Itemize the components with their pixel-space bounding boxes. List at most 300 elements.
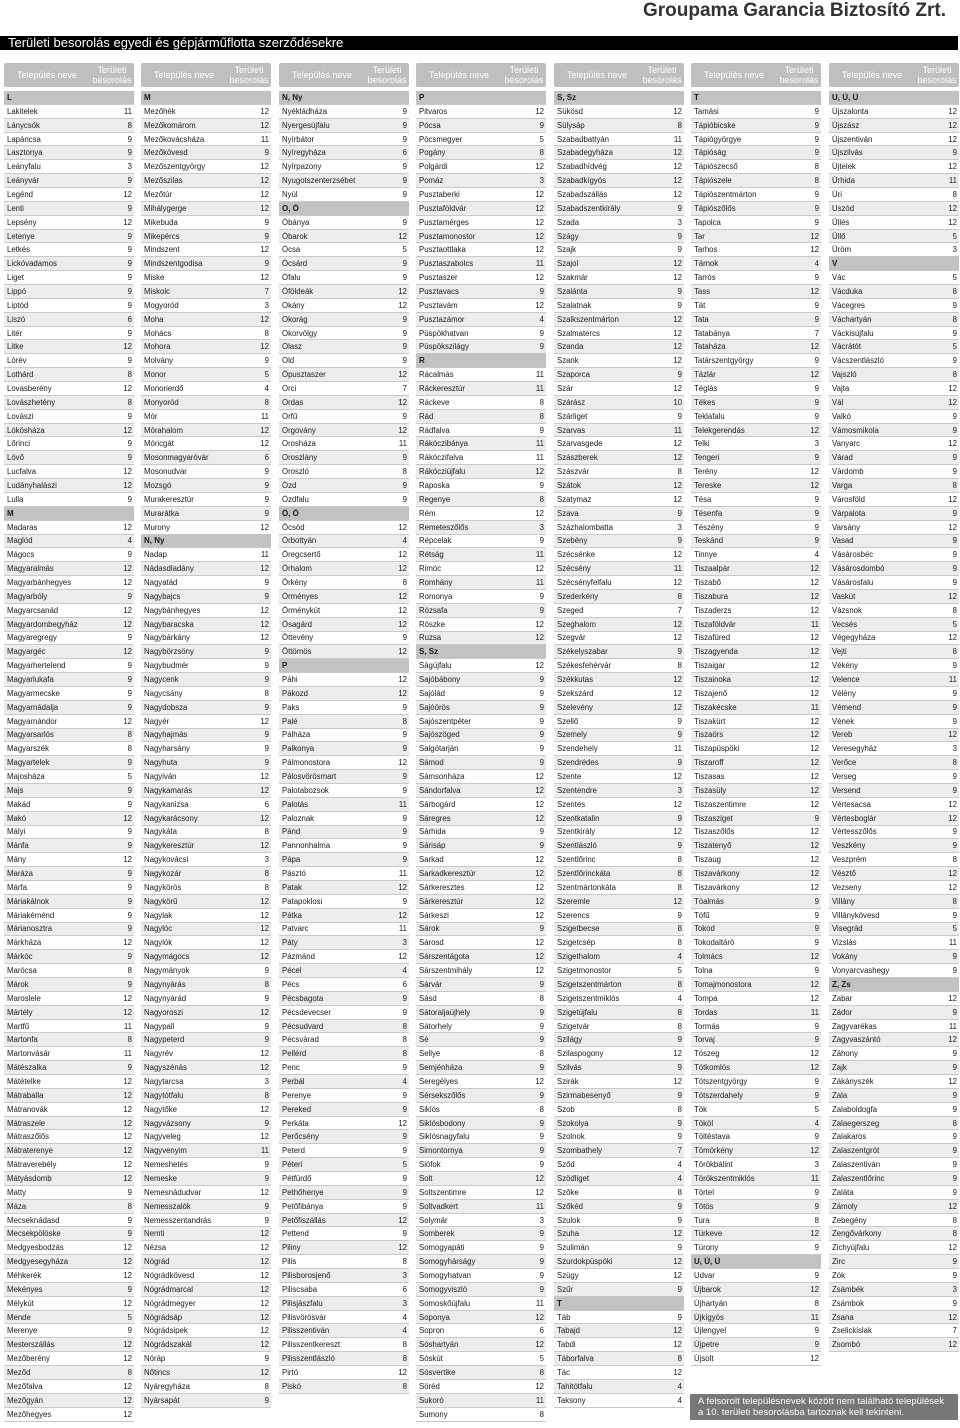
territory-class: 9 — [677, 1312, 682, 1322]
table-row — [554, 673, 684, 687]
territory-class: 9 — [402, 855, 407, 865]
table-row — [416, 742, 546, 756]
settlement-name: Mikepércs — [144, 231, 180, 241]
settlement-name: Magyarsarlós — [7, 730, 54, 740]
settlement-name: Szeghalom — [557, 619, 597, 629]
table-row — [554, 1227, 684, 1241]
settlement-name: Pálháza — [282, 730, 311, 740]
territory-class: 12 — [123, 1173, 132, 1183]
territory-class: 12 — [123, 605, 132, 615]
table-row — [554, 923, 684, 937]
table-row — [141, 978, 271, 992]
settlement-name: Ózd — [282, 480, 297, 490]
table-row — [554, 271, 684, 285]
settlement-name: Rádfalva — [419, 425, 450, 435]
settlement-name: Szulok — [557, 1215, 581, 1225]
settlement-name: Vaskút — [832, 591, 856, 601]
settlement-name: Szárász — [557, 397, 586, 407]
table-row — [279, 1380, 409, 1394]
territory-class: 12 — [810, 286, 819, 296]
table-row — [554, 687, 684, 701]
settlement-name: Tököl — [694, 1118, 714, 1128]
territory-class: 12 — [260, 1049, 269, 1059]
territory-class: 8 — [539, 1104, 544, 1114]
table-row — [279, 1020, 409, 1034]
settlement-name: Piskó — [282, 1381, 302, 1391]
settlement-name: Siklós — [419, 1104, 440, 1114]
settlement-name: Nagyiván — [144, 772, 177, 782]
settlement-name: Olasz — [282, 342, 302, 352]
section-letter — [691, 1255, 821, 1269]
table-row — [416, 867, 546, 881]
table-row — [279, 243, 409, 257]
settlement-name: Magyarbóly — [7, 591, 48, 601]
settlement-name: Visegrád — [832, 924, 863, 934]
section-letter — [279, 507, 409, 521]
settlement-name: Piliscsaba — [282, 1284, 318, 1294]
settlement-name: Szalánta — [557, 286, 588, 296]
territory-class: 12 — [673, 1076, 682, 1086]
settlement-name: Mátraverebély — [7, 1160, 57, 1170]
settlement-name: Túrony — [694, 1243, 719, 1253]
settlement-name: Nemesszalók — [144, 1201, 191, 1211]
territory-class: 9 — [402, 813, 407, 823]
table-row — [416, 632, 546, 646]
territory-class: 12 — [810, 370, 819, 380]
table-row — [554, 451, 684, 465]
territory-class: 12 — [673, 1270, 682, 1280]
table-row — [691, 923, 821, 937]
territory-class: 3 — [264, 300, 269, 310]
territory-class: 5 — [539, 134, 544, 144]
territory-class: 9 — [539, 1229, 544, 1239]
settlement-name: Pécel — [282, 966, 302, 976]
table-row — [554, 368, 684, 382]
table-row — [829, 1338, 959, 1352]
table-row — [4, 451, 134, 465]
settlement-name: Tápiószentmárton — [694, 189, 757, 199]
settlement-name: Pilis — [282, 1257, 297, 1267]
table-row — [416, 535, 546, 549]
settlement-name: Zalakaros — [832, 1132, 867, 1142]
territory-class: 12 — [260, 772, 269, 782]
settlement-name: Pilisjászfalu — [282, 1298, 323, 1308]
table-row — [829, 1158, 959, 1172]
settlement-name: Sárkeresztúr — [419, 896, 464, 906]
territory-class: 5 — [952, 231, 957, 241]
table-row — [141, 188, 271, 202]
table-row — [691, 146, 821, 160]
settlement-name: Szajk — [557, 245, 577, 255]
territory-class: 9 — [952, 1146, 957, 1156]
settlement-name: Nagykörű — [144, 896, 178, 906]
territory-class: 12 — [123, 1409, 132, 1419]
table-row — [554, 535, 684, 549]
settlement-name: Magyarbánhegyes — [7, 578, 72, 587]
table-row — [416, 853, 546, 867]
table-row — [691, 188, 821, 202]
territory-class: 9 — [127, 952, 132, 962]
table-row — [829, 340, 959, 354]
settlement-name: Nógrádsipek — [144, 1326, 188, 1336]
settlement-name: Soltvadkert — [419, 1201, 459, 1211]
settlement-name: Zók — [832, 1270, 845, 1280]
settlement-name: Rimóc — [419, 564, 442, 574]
territory-class: 9 — [127, 688, 132, 698]
table-row — [554, 1366, 684, 1380]
settlement-name: Ordas — [282, 397, 304, 407]
territory-class: 12 — [810, 882, 819, 892]
territory-class: 8 — [677, 120, 682, 130]
settlement-name: Nógrádmarcal — [144, 1284, 193, 1294]
territory-class: 3 — [677, 785, 682, 795]
settlement-name: Óbánya — [282, 217, 310, 227]
settlement-name: Paks — [282, 702, 300, 712]
table-row — [416, 1020, 546, 1034]
table-row — [554, 202, 684, 216]
settlement-name: Sajóbábony — [419, 675, 461, 685]
table-row — [4, 923, 134, 937]
territory-class: 11 — [535, 1201, 544, 1211]
territory-class: 12 — [810, 758, 819, 768]
settlement-name: Sárszentágota — [419, 952, 470, 962]
territory-class: 9 — [677, 813, 682, 823]
table-row — [4, 1172, 134, 1186]
settlement-name: Lapáncsa — [7, 134, 41, 144]
territory-class: 4 — [677, 1173, 682, 1183]
settlement-name: Sarkadkeresztúr — [419, 869, 476, 879]
territory-class: 8 — [677, 979, 682, 989]
table-row — [4, 659, 134, 673]
table-row — [279, 1047, 409, 1061]
table-row — [829, 133, 959, 147]
table-row — [279, 493, 409, 507]
settlement-name: Leányfalu — [7, 162, 41, 172]
territory-class: 9 — [127, 494, 132, 504]
settlement-name: Mány — [7, 855, 27, 865]
table-row — [4, 936, 134, 950]
settlement-name: Pusztaszabolcs — [419, 259, 474, 269]
settlement-name: Zsombó — [832, 1340, 861, 1350]
settlement-name: Sarkad — [419, 855, 444, 865]
header-value: Területi besorolás — [642, 65, 682, 85]
territory-class: 8 — [814, 162, 819, 172]
table-row — [829, 1020, 959, 1034]
territory-class: 9 — [952, 536, 957, 546]
settlement-name: Nagylak — [144, 910, 173, 920]
territory-class: 12 — [535, 633, 544, 643]
table-row — [279, 632, 409, 646]
table-row — [691, 174, 821, 188]
territory-class: 12 — [673, 896, 682, 906]
settlement-name: Verőce — [832, 758, 857, 768]
territory-class: 9 — [127, 356, 132, 366]
section-letter — [279, 659, 409, 673]
settlement-name: Üllő — [832, 231, 846, 241]
settlement-name: Tiszaalpár — [694, 564, 730, 574]
territory-class: 9 — [952, 453, 957, 463]
settlement-name: Tarrós — [694, 273, 716, 283]
territory-class: 4 — [814, 259, 819, 269]
territory-class: 8 — [677, 467, 682, 477]
column-header — [279, 63, 409, 87]
settlement-name: Sátorhely — [419, 1021, 452, 1031]
settlement-name: Valkó — [832, 411, 851, 421]
settlement-name: Zámoly — [832, 1201, 858, 1211]
territory-class: 9 — [127, 827, 132, 837]
table-row — [554, 1338, 684, 1352]
settlement-name: Óbarok — [282, 231, 308, 241]
table-row — [691, 285, 821, 299]
territory-class: 3 — [264, 855, 269, 865]
table-row — [416, 562, 546, 576]
territory-class: 12 — [948, 813, 957, 823]
settlement-name: U, Ú, Ü — [694, 1257, 721, 1267]
table-row — [141, 396, 271, 410]
settlement-name: Tószeg — [694, 1049, 720, 1059]
territory-class: 11 — [673, 134, 682, 144]
table-row — [691, 437, 821, 451]
table-row — [416, 715, 546, 729]
table-row — [4, 1144, 134, 1158]
table-row — [416, 770, 546, 784]
territory-class: 9 — [264, 730, 269, 740]
territory-class: 12 — [260, 952, 269, 962]
settlement-name: Szakmár — [557, 273, 588, 283]
settlement-name: Nyírbátor — [282, 134, 315, 144]
table-row — [829, 992, 959, 1006]
table-row — [4, 1227, 134, 1241]
territory-class: 9 — [539, 591, 544, 601]
table-row — [691, 826, 821, 840]
settlement-name: Veszkény — [832, 841, 866, 851]
table-row — [4, 382, 134, 396]
territory-class: 8 — [952, 286, 957, 296]
territory-class: 9 — [814, 217, 819, 227]
settlement-name: Szabadszállás — [557, 189, 608, 199]
settlement-name: Mihálygerge — [144, 203, 187, 213]
settlement-name: Zala — [832, 1090, 848, 1100]
settlement-name: Tészény — [694, 522, 724, 532]
territory-class: 9 — [402, 1132, 407, 1142]
settlement-name: Somogyviszló — [419, 1284, 468, 1294]
table-row — [829, 1255, 959, 1269]
table-row — [691, 257, 821, 271]
table-row — [829, 465, 959, 479]
settlement-name: Szentendre — [557, 785, 597, 795]
table-row — [4, 1408, 134, 1422]
settlement-name: Szödliget — [557, 1173, 590, 1183]
table-row — [416, 105, 546, 119]
table-row — [141, 1158, 271, 1172]
territory-class: 8 — [127, 1367, 132, 1377]
territory-class: 9 — [952, 661, 957, 671]
settlement-name: Szalatnak — [557, 300, 592, 310]
territory-class: 8 — [677, 938, 682, 948]
settlement-name: Szaporca — [557, 370, 590, 380]
settlement-name: Nagyatád — [144, 578, 178, 587]
territory-class: 8 — [402, 1257, 407, 1267]
settlement-name: Mezőszilas — [144, 176, 183, 186]
territory-class: 12 — [123, 1354, 132, 1364]
settlement-name: Üllés — [832, 217, 850, 227]
territory-class: 9 — [127, 979, 132, 989]
territory-class: 12 — [535, 1340, 544, 1350]
territory-class: 9 — [127, 439, 132, 449]
table-row — [416, 285, 546, 299]
settlement-name: Sárkeresztes — [419, 882, 465, 892]
territory-class: 12 — [810, 675, 819, 685]
settlement-name: Tápiószőlős — [694, 203, 736, 213]
table-row — [829, 632, 959, 646]
settlement-name: Üröm — [832, 245, 852, 255]
settlement-name: Martfű — [7, 1021, 30, 1031]
settlement-name: Máza — [7, 1201, 27, 1211]
table-row — [4, 535, 134, 549]
table-row — [554, 1033, 684, 1047]
table-row — [4, 410, 134, 424]
table-row — [554, 354, 684, 368]
table-row — [554, 826, 684, 840]
column-header — [141, 63, 271, 87]
table-row — [279, 1269, 409, 1283]
territory-class: 12 — [810, 855, 819, 865]
territory-class: 12 — [948, 1035, 957, 1045]
table-row — [4, 909, 134, 923]
settlement-name: Nagykáta — [144, 827, 177, 837]
table-row — [416, 1352, 546, 1366]
table-row — [141, 936, 271, 950]
table-row — [141, 368, 271, 382]
territory-class: 5 — [402, 1160, 407, 1170]
table-row — [416, 1366, 546, 1380]
table-row — [141, 701, 271, 715]
territory-class: 9 — [952, 827, 957, 837]
settlement-name: Versend — [832, 785, 861, 795]
territory-class: 12 — [123, 938, 132, 948]
settlement-name: Leányvár — [7, 176, 40, 186]
territory-class: 6 — [127, 314, 132, 324]
territory-class: 12 — [123, 578, 132, 587]
territory-class: 12 — [123, 1132, 132, 1142]
settlement-name: Paloznak — [282, 813, 315, 823]
settlement-name: Nyáregyháza — [144, 1381, 190, 1391]
table-row — [829, 1186, 959, 1200]
table-row — [416, 1075, 546, 1089]
settlement-name: Nagynyárás — [144, 979, 186, 989]
territory-class: 6 — [402, 979, 407, 989]
table-row — [829, 105, 959, 119]
territory-class: 8 — [127, 966, 132, 976]
settlement-name: Tokod — [694, 924, 715, 934]
table-row — [829, 119, 959, 133]
territory-class: 9 — [402, 120, 407, 130]
territory-class: 3 — [402, 1298, 407, 1308]
settlement-name: Újszalonta — [832, 106, 869, 116]
settlement-name: Mátraterenye — [7, 1146, 53, 1156]
settlement-name: Nádasdladány — [144, 564, 194, 574]
settlement-name: Mindszentgodisa — [144, 259, 203, 269]
table-row — [141, 909, 271, 923]
territory-class: 12 — [535, 661, 544, 671]
settlement-name: Vácegres — [832, 300, 865, 310]
settlement-name: Záhony — [832, 1049, 859, 1059]
settlement-name: Romhány — [419, 578, 453, 587]
settlement-name: Újkígyós — [694, 1312, 724, 1322]
table-row — [279, 770, 409, 784]
territory-class: 12 — [948, 869, 957, 879]
territory-class: 12 — [260, 1229, 269, 1239]
table-row — [416, 909, 546, 923]
settlement-name: Salgótarján — [419, 744, 459, 754]
territory-class: 12 — [535, 231, 544, 241]
territory-class: 12 — [535, 217, 544, 227]
settlement-name: Penc — [282, 1063, 300, 1073]
table-row — [691, 950, 821, 964]
table-row — [416, 1241, 546, 1255]
settlement-name: Lókösháza — [7, 425, 45, 435]
settlement-name: Mezőhegyes — [7, 1409, 52, 1419]
settlement-name: Répcelak — [419, 536, 452, 546]
territory-class: 9 — [677, 716, 682, 726]
settlement-name: Pogány — [419, 148, 446, 158]
settlement-name: Mátranovák — [7, 1104, 48, 1114]
settlement-name: Újsolt — [694, 1354, 714, 1364]
territory-class: 8 — [814, 1215, 819, 1225]
territory-class: 12 — [948, 730, 957, 740]
settlement-name: M — [144, 92, 151, 102]
territory-class: 12 — [260, 1243, 269, 1253]
table-row — [4, 202, 134, 216]
settlement-name: Nyírpazony — [282, 162, 322, 172]
territory-class: 8 — [677, 661, 682, 671]
settlement-name: Szarvas — [557, 425, 586, 435]
territory-class: 11 — [535, 1298, 544, 1308]
territory-class: 12 — [123, 217, 132, 227]
table-row — [4, 839, 134, 853]
table-row — [141, 1394, 271, 1408]
territory-class: 5 — [127, 772, 132, 782]
table-row — [829, 1089, 959, 1103]
settlement-name: Martonfa — [7, 1035, 38, 1045]
table-row — [141, 826, 271, 840]
settlement-name: Z, Zs — [832, 979, 851, 989]
settlement-name: Zagyvarékas — [832, 1021, 877, 1031]
territory-class: 9 — [402, 896, 407, 906]
territory-class: 9 — [264, 744, 269, 754]
territory-class: 12 — [673, 148, 682, 158]
table-row — [691, 507, 821, 521]
territory-class: 12 — [673, 702, 682, 712]
territory-class: 12 — [673, 1367, 682, 1377]
table-row — [416, 729, 546, 743]
table-row — [279, 410, 409, 424]
table-row — [691, 410, 821, 424]
table-row — [691, 659, 821, 673]
settlement-name: Nagypall — [144, 1021, 175, 1031]
territory-class: 9 — [402, 453, 407, 463]
table-row — [416, 216, 546, 230]
table-row — [554, 604, 684, 618]
territory-class: 8 — [677, 869, 682, 879]
territory-class: 9 — [264, 231, 269, 241]
table-row — [829, 562, 959, 576]
territory-class: 8 — [539, 1049, 544, 1059]
settlement-name: Tabdi — [557, 1340, 576, 1350]
territory-class: 8 — [264, 979, 269, 989]
table-row — [829, 645, 959, 659]
table-row — [416, 1172, 546, 1186]
